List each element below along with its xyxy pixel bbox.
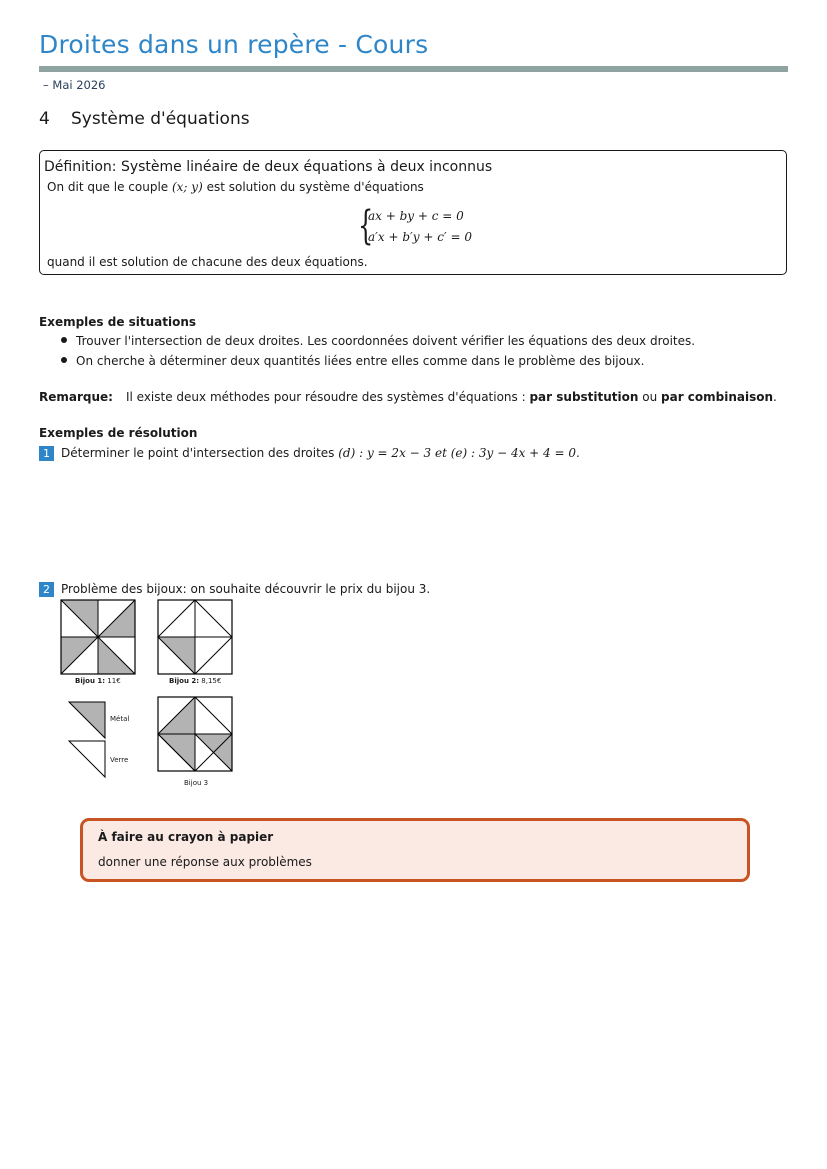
legend-glass-label: Verre xyxy=(110,756,129,764)
definition-text: On dit que le couple xyxy=(47,180,172,194)
definition-title: Définition: Système linéaire de deux équations à deux inconnus xyxy=(44,159,493,175)
section-heading xyxy=(39,109,250,129)
legend-glass-swatch xyxy=(69,741,105,777)
situation-text: Trouver l'intersection de deux droites. Les coordonnées doivent vérifier les équations des deux droites. xyxy=(76,334,696,348)
example-number: 1 xyxy=(39,446,54,461)
definition-text-end: est solution du système d'équations xyxy=(202,180,424,194)
remark-mid: ou xyxy=(638,390,662,404)
remark-text: Il existe deux méthodes pour résoudre des systèmes d'équations : xyxy=(125,390,530,404)
legend-metal-swatch xyxy=(69,702,105,738)
bijou-1-figure xyxy=(61,600,135,674)
alert-body: donner une réponse aux problèmes xyxy=(98,855,312,869)
bijou-1-label: Bijou 1: xyxy=(75,677,106,685)
bijou-2-figure xyxy=(158,600,232,674)
bijou-1-price: 11€ xyxy=(107,677,121,685)
bullet-icon xyxy=(61,337,67,343)
section-number: 4 xyxy=(39,109,50,129)
example-1-math: (d) : y = 2x − 3 et (e) : 3y − 4x + 4 = 0. xyxy=(338,446,580,460)
page-date: – Mai 2026 xyxy=(43,78,106,92)
equation-2: a′x + b′y + c′ = 0 xyxy=(368,230,472,244)
remark-label: Remarque: xyxy=(39,390,113,404)
example-1-text: Déterminer le point d'intersection des droites xyxy=(61,446,339,460)
definition-line1 xyxy=(47,180,424,194)
bijou-2-caption xyxy=(169,677,221,685)
bijou-2-label: Bijou 2: xyxy=(169,677,200,685)
method-combination: par combinaison xyxy=(661,390,774,404)
resolution-heading: Exemples de résolution xyxy=(39,426,198,440)
bijou-3-figure xyxy=(158,697,232,771)
example-2-text: Problème des bijoux: on souhaite découvrir le prix du bijou 3. xyxy=(61,582,431,596)
equation-system xyxy=(358,203,498,249)
couple-math: (x; y) xyxy=(171,180,203,194)
bullet-icon xyxy=(61,357,67,363)
section-title: Système d'équations xyxy=(71,109,250,129)
legend-metal-label: Métal xyxy=(110,715,130,723)
method-substitution: par substitution xyxy=(529,390,639,404)
alert-title: À faire au crayon à papier xyxy=(98,830,274,844)
definition-line2: quand il est solution de chacune des deux équations. xyxy=(47,255,368,269)
remark-end: . xyxy=(773,390,777,404)
page-title: Droites dans un repère - Cours xyxy=(39,30,429,59)
bijou-2-price: 8,15€ xyxy=(201,677,222,685)
example-number: 2 xyxy=(39,582,54,597)
situation-text: On cherche à déterminer deux quantités liées entre elles comme dans le problème des bijoux. xyxy=(76,354,645,368)
definition-box xyxy=(39,150,787,275)
remark xyxy=(39,390,777,404)
equation-1: ax + by + c = 0 xyxy=(368,209,464,223)
bijou-3-caption: Bijou 3 xyxy=(184,779,209,787)
situation-item xyxy=(61,334,695,348)
bijou-1-caption xyxy=(75,677,121,685)
task-alert-box xyxy=(80,818,750,882)
jewels-figure xyxy=(55,595,245,795)
system-brace: { xyxy=(358,203,374,249)
situations-heading: Exemples de situations xyxy=(39,315,197,329)
title-rule xyxy=(39,66,788,72)
situation-item xyxy=(61,354,644,368)
example-1 xyxy=(39,446,580,461)
